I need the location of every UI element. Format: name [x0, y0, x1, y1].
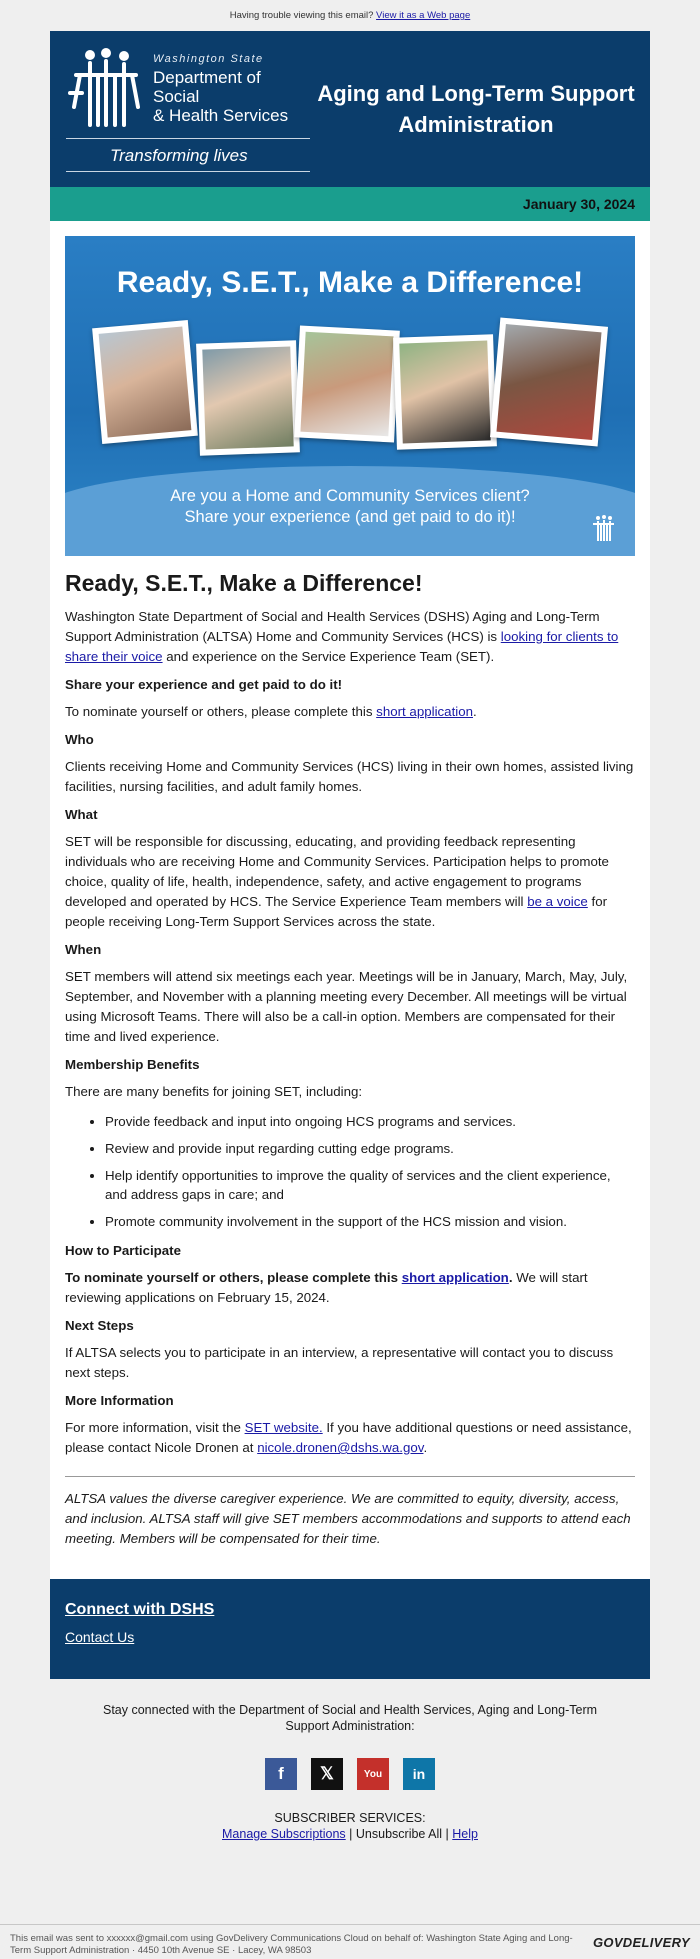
intro-paragraph — [65, 607, 635, 667]
linkedin-icon[interactable] — [403, 1758, 435, 1790]
subscriber-services — [0, 1810, 700, 1842]
facebook-icon[interactable] — [265, 1758, 297, 1790]
youtube-icon[interactable] — [357, 1758, 389, 1790]
when-text: SET members will attend six meetings each year. Meetings will be in January, March, May, July, September, and November with a planning meeting every December. All meetings will be virtual using Microsoft Teams. There will also be a call-in option. Members are compensated for their time and lived experience. — [65, 969, 628, 1044]
more-info-heading: More Information — [65, 1393, 174, 1408]
benefits-intro: There are many benefits for joining SET, including: — [65, 1084, 363, 1099]
next-steps-heading: Next Steps — [65, 1318, 134, 1333]
contact-us-link[interactable]: Contact Us — [65, 1629, 135, 1645]
participate-text: We will start reviewing applications on February 15, 2024. — [65, 1270, 588, 1305]
subscriber-services-label: SUBSCRIBER SERVICES: — [274, 1811, 426, 1825]
header — [50, 31, 650, 187]
what-text-start: SET will be responsible for discussing, educating, and providing feedback representing individuals who are receiving Home and Community Services. Participation helps to promote choice, quality of life, health, independence, safety, and active engagement to programs developed and operated by HCS. The Service Experience Team members will — [65, 834, 609, 909]
email-container — [50, 31, 650, 1679]
set-website-link[interactable]: SET website. — [244, 1420, 323, 1435]
short-application-link-2[interactable]: short application — [401, 1270, 509, 1285]
facebook-glyph: f — [278, 1764, 284, 1783]
banner-title: Ready, S.E.T., Make a Difference! — [116, 266, 584, 299]
banner-photo-2 — [196, 340, 300, 455]
social-links — [0, 1758, 700, 1790]
dshs-footer — [50, 1579, 650, 1679]
what-text-end: for people receiving Long-Term Support Services across the state. — [65, 894, 608, 929]
govdelivery-logo: GOVDELIVERY — [593, 1935, 690, 1950]
article-heading: Ready, S.E.T., Make a Difference! — [65, 570, 423, 596]
connect-with-dshs-link[interactable]: Connect with DSHS — [65, 1601, 215, 1618]
banner-subtitle-line2: Share your experience (and get paid to do it)! — [184, 508, 516, 526]
unsubscribe-all-link[interactable]: Unsubscribe All — [355, 1827, 443, 1841]
content — [50, 221, 650, 1579]
more-info-text: For more information, visit the — [65, 1420, 245, 1435]
separator: | — [445, 1827, 449, 1841]
logo-tagline: Transforming lives — [110, 146, 248, 165]
manage-subscriptions-link[interactable]: Manage Subscriptions — [222, 1827, 346, 1841]
participate-paragraph — [65, 1268, 635, 1308]
legal-footer — [0, 1924, 700, 1959]
be-a-voice-link[interactable]: be a voice — [527, 894, 588, 909]
linkedin-glyph: in — [412, 1766, 426, 1782]
more-info-text-mid: If you have additional questions or need assistance, please contact Nicole Dronen at — [65, 1420, 632, 1455]
what-heading: What — [65, 807, 98, 822]
participate-bold-text: To nominate yourself or others, please complete this — [65, 1270, 402, 1285]
next-steps-text: If ALTSA selects you to participate in an interview, a representative will contact you to discuss next steps. — [65, 1345, 614, 1380]
share-heading: Share your experience and get paid to do it! — [65, 677, 343, 692]
nominate-period: . — [473, 704, 477, 719]
banner-photo-5 — [490, 318, 608, 447]
nominate-text: To nominate yourself or others, please complete this — [65, 704, 377, 719]
help-link[interactable]: Help — [452, 1827, 478, 1841]
more-info-paragraph — [65, 1418, 635, 1458]
divider — [65, 1476, 635, 1477]
contact-email-link[interactable]: nicole.dronen@dshs.wa.gov — [257, 1440, 424, 1455]
benefits-list — [65, 1112, 635, 1231]
intro-text-start: Washington State Department of Social and Health Services (DSHS) Aging and Long-Term Support Administration (ALTSA) Home and Community Services (HCS) is — [65, 609, 600, 644]
closing-statement: ALTSA values the diverse caregiver experience. We are committed to equity, diversity, access, and inclusion. ALTSA staff will give SET members accommodations and supports to attend each meeting. Members will be compensated for their time. — [65, 1491, 631, 1546]
list-item: • Provide feedback and input into ongoing HCS programs and services. — [105, 1112, 635, 1131]
dshs-logo — [66, 31, 310, 187]
dshs-figures-icon — [66, 47, 146, 129]
logo-dept-line1: Department of Social — [153, 68, 261, 106]
issue-date: January 30, 2024 — [522, 196, 635, 212]
top-notice — [0, 0, 700, 31]
dshs-small-logo-icon — [589, 514, 617, 542]
banner-subtitle-line1: Are you a Home and Community Services client? — [170, 487, 530, 505]
banner-photo-4 — [393, 334, 497, 449]
date-bar — [50, 187, 650, 221]
logo-state: Washington State — [153, 53, 264, 65]
nominate-paragraph — [65, 702, 635, 722]
what-paragraph — [65, 832, 635, 932]
logo-rule-bottom — [66, 171, 310, 172]
looking-for-clients-link[interactable]: looking for clients to share their voice — [65, 629, 619, 664]
short-application-link[interactable]: short application — [376, 704, 474, 719]
when-heading: When — [65, 942, 102, 957]
stay-connected-text: Stay connected with the Department of Social and Health Services, Aging and Long-Term Support Administration: — [102, 1703, 598, 1733]
x-twitter-icon[interactable] — [311, 1758, 343, 1790]
logo-rule-top — [66, 138, 310, 139]
banner-photo-3 — [294, 325, 400, 442]
banner-subtitle — [65, 486, 635, 528]
benefits-heading: Membership Benefits — [65, 1057, 200, 1072]
separator: | — [349, 1827, 353, 1841]
view-web-link[interactable]: View it as a Web page — [376, 10, 471, 21]
logo-text — [153, 53, 310, 125]
youtube-glyph: You — [363, 1768, 383, 1780]
header-title: Aging and Long-Term Support Administration — [317, 81, 635, 137]
subscriber-links — [0, 1826, 700, 1842]
participate-bold-period: . — [508, 1270, 513, 1285]
logo-dept-line2: & Health Services — [153, 106, 289, 125]
intro-text-end: and experience on the Service Experience Team (SET). — [162, 649, 495, 664]
list-item: • Promote community involvement in the support of the HCS mission and vision. — [105, 1212, 635, 1231]
legal-text: This email was sent to xxxxxx@gmail.com using GovDelivery Communications Cloud on behalf of: Washington State Aging and Long-Term Support Administration · 4450 10th Avenue SE · Lacey, WA 98503 — [10, 1933, 573, 1956]
top-notice-text: Having trouble viewing this email? — [229, 10, 374, 21]
participate-heading: How to Participate — [65, 1243, 181, 1258]
list-item: • Review and provide input regarding cutting edge programs. — [105, 1139, 635, 1158]
who-text: Clients receiving Home and Community Services (HCS) living in their own homes, assisted living facilities, nursing facilities, and adult family homes. — [65, 759, 634, 794]
banner-photo-1 — [92, 320, 198, 444]
set-banner-image — [65, 236, 635, 556]
x-glyph: 𝕏 — [320, 1764, 334, 1783]
more-info-period: . — [423, 1440, 428, 1455]
who-heading: Who — [65, 732, 94, 747]
list-item: • Help identify opportunities to improve the quality of services and the client experience, and address gaps in care; and — [105, 1166, 635, 1204]
